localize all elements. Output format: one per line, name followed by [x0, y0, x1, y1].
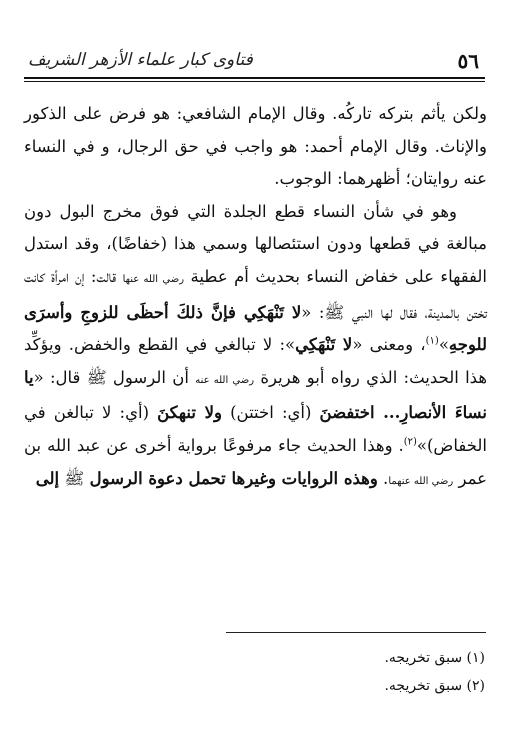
text-fragment: . وهذا	[362, 435, 404, 455]
text-line: والخفض. ويؤكِّد هذا الحديث: الذي رواه أبو هريرة	[24, 335, 488, 387]
running-title: فتاوى كبار علماء الأزهر الشريف	[28, 50, 253, 70]
hadith-quote: للوجهِ	[448, 335, 487, 355]
text-line: أم عطية	[190, 266, 249, 286]
main-text	[24, 98, 487, 498]
text-fragment: ، ومعنى «	[352, 335, 426, 355]
text-line: (خفاضًا)، وقد استدل الفقهاء على خفاض النساء بحديث	[24, 234, 488, 286]
paragraph-1	[24, 98, 487, 196]
text-fragment: : «	[301, 302, 325, 322]
honorific-radiyallah-anhu: رضي الله عنه	[195, 374, 255, 386]
text-line: على الذكور والإناث. وقال الإمام أحمد: هو واجب في حق	[24, 104, 487, 156]
paragraph-2	[24, 196, 487, 498]
text-fragment: (أي:	[281, 403, 312, 423]
text-fragment: »	[438, 335, 449, 355]
hadith-quote: يا نساءَ الأنصارِ... اختفضنَ	[24, 367, 487, 423]
text-line: الحديث جاء مرفوعًا برواية أخرى عن عبد الله بن عمر	[24, 435, 487, 488]
bold-sentence-end: إلى	[35, 468, 60, 488]
bold-sentence: وهذه الروايات وغيرها تحمل دعوة الرسول	[89, 468, 378, 488]
header-rule-thick	[24, 77, 485, 79]
header-rule-thin	[24, 81, 485, 82]
text-line: النبي	[351, 302, 374, 322]
page-number: ٥٦	[457, 49, 479, 73]
honorific-salla-allah: ﷺ	[64, 468, 85, 488]
honorific-radiyallah-anha: رضي الله عنها	[122, 273, 185, 285]
honorific-salla-allah: ﷺ	[324, 302, 345, 322]
text-line: دون مبالغة في قطعها ودون استئصالها وسمي هذا	[24, 201, 487, 254]
text-line: قالت: إن امرأة كانت تختن بالمدينة، فقال لها	[24, 266, 488, 322]
text-fragment: أن	[172, 367, 189, 387]
text-fragment: »: لا تبالغي في القطع	[138, 335, 296, 355]
footnote-ref-2: (٢)	[403, 436, 417, 448]
hadith-quote: لا تَنْهَكِي فإنَّ ذلكَ أحظَى للزوجِ وأسرَى	[24, 302, 302, 322]
honorific-radiyallah-anhuma: رضي الله عنهما	[388, 475, 454, 487]
footnote-2: (٢) سبق تخريجه.	[384, 678, 485, 694]
honorific-salla-allah: ﷺ	[86, 367, 107, 387]
footnote-1: (١) سبق تخريجه.	[384, 650, 485, 666]
footnote-ref-1: (١)	[425, 335, 439, 347]
text-line: الرجال، و في النساء عنه روايتان؛ أظهرهما: الوجوب.	[24, 136, 487, 189]
text-line: ولكن يأثم بتركه تاركُه. وقال الإمام الشافعي: هو فرض	[109, 104, 487, 123]
text-line: الرسول	[112, 367, 166, 387]
text-fragment: .	[377, 468, 389, 488]
text-fragment: اختتن)	[230, 403, 274, 423]
text-line: وهو في شأن النساء قطع الجلدة التي فوق مخرج البول	[59, 201, 457, 221]
text-fragment: قال: «	[33, 367, 81, 387]
page-header	[24, 48, 485, 80]
text-fragment: (أي: لا تبالغن في الخفاض)»	[24, 403, 488, 455]
footnote-separator	[226, 632, 486, 633]
hadith-quote: لا تَنْهَكِي	[295, 335, 353, 355]
hadith-quote: ولا تنهكنَ	[157, 403, 222, 423]
footnotes	[185, 644, 485, 700]
